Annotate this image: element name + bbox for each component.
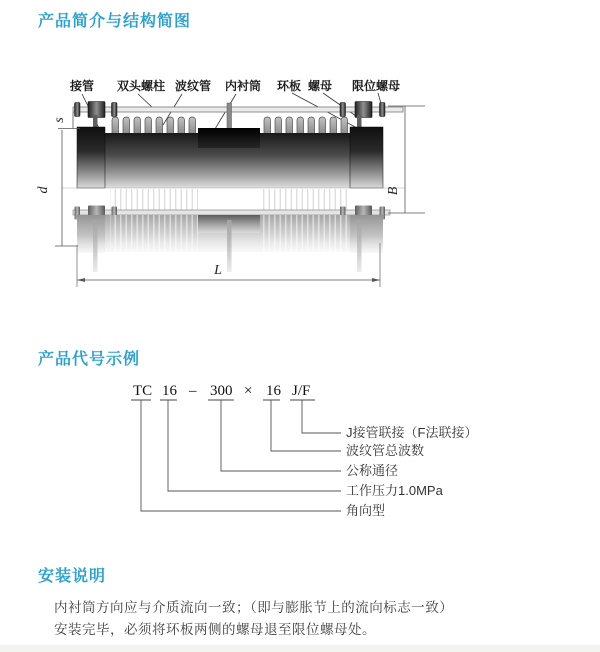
install-instruction-line2: 安装完毕，必须将环板两侧的螺母退至限位螺母处。 — [54, 622, 376, 637]
code-token-pressure: 16 — [162, 383, 177, 399]
joint-body-bottom — [50, 189, 420, 278]
end-block-right — [350, 127, 383, 188]
end-block-left — [77, 127, 105, 188]
part-label-ringplate: 环板 — [277, 79, 302, 93]
callout-connection: J接管联接（F法联接） — [346, 425, 478, 440]
install-instruction-line1: 内衬筒方向应与介质流向一致；（即与膨胀节上的流向标志一致） — [54, 600, 454, 615]
code-token-dash: – — [189, 383, 197, 399]
section-title-code: 产品代号示例 — [38, 351, 141, 368]
part-labels — [69, 78, 400, 93]
callout-pressure: 工作压力1.0MPa — [346, 483, 443, 498]
footer-strip — [0, 645, 600, 652]
callout-waves: 波纹管总波数 — [346, 443, 425, 458]
part-label-stud: 双头螺柱 — [117, 79, 166, 93]
code-token-connection: J/F — [292, 383, 311, 399]
part-label-liner: 内衬筒 — [225, 79, 262, 93]
callout-diameter: 公称通径 — [346, 463, 399, 478]
section-title-intro: 产品简介与结构简图 — [38, 13, 192, 30]
dim-label-b: B — [386, 186, 401, 196]
code-callouts — [346, 425, 477, 518]
code-connectors — [141, 400, 341, 511]
part-label-limitnut: 限位螺母 — [352, 79, 401, 93]
section-title-install: 安装说明 — [38, 568, 107, 585]
part-label-nut: 螺母 — [308, 79, 333, 93]
code-token-times: × — [244, 383, 253, 399]
code-token-diameter: 300 — [210, 383, 233, 399]
dim-label-d: d — [36, 186, 51, 194]
joint-body-top — [77, 127, 383, 188]
callout-type: 角向型 — [346, 503, 386, 518]
dimension-b — [388, 106, 425, 213]
dim-label-s: s — [52, 117, 67, 123]
structure-diagram — [30, 60, 470, 300]
code-token-waves: 16 — [266, 383, 281, 399]
part-label-pipe: 接管 — [70, 79, 95, 93]
code-example-diagram — [120, 374, 520, 544]
code-tokens — [133, 383, 310, 399]
part-label-bellows: 波纹管 — [175, 79, 212, 93]
liner-band — [198, 128, 260, 148]
code-token-type: TC — [133, 383, 153, 399]
dim-label-l: L — [214, 263, 222, 278]
